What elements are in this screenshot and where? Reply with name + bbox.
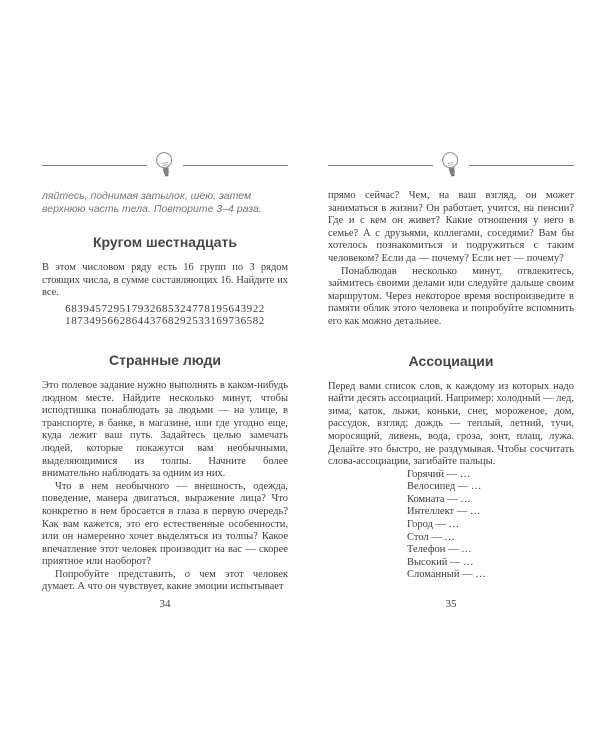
heading-strannye-lyudi: Странные люди: [108, 351, 221, 368]
association-word-item: Комната — …: [407, 493, 471, 505]
lightbulb-icon: [438, 148, 464, 182]
number-row: 187349566286443768292533169736582: [65, 315, 265, 328]
strange-people-paragraph: Что в нем необычного — внешность, одежда, поведение, манера двигаться, выражение лица? Что конкретно в нем бросается в глаза в первую очередь? Как вам кажется, это его естественные особенности, или он намеренно хочет выделяться из толпы? Какое впечатление этот человек производит на вас — скорее приятное или наоборот?: [42, 480, 288, 568]
observation-paragraph: Понаблюдав несколько минут, отвлекитесь, займитесь своими делами или следуйте дальше своим маршрутом. Через некоторое время воспроизведите в памяти облик этого человека и попробуйте вспомнить его как можно детальнее.: [328, 265, 574, 327]
ornament-rule-right: [183, 165, 288, 166]
observation-paragraph: прямо сейчас? Чем, на ваш взгляд, он может заниматься в жизни? Он работает, учится, на пенсии? Где и с кем он живет? Какие отношения у него в семье? А с друзьями, коллегами, соседями? Вам бы хотелось познакомиться и подружиться с таким человеком? Если да — почему? Если нет — почему?: [328, 190, 574, 264]
association-word-item: Интеллект — …: [407, 506, 481, 518]
section-ornament: [42, 148, 288, 182]
associations-intro-paragraph: Перед вами список слов, к каждому из которых надо найти десять ассоциаций. Например: холодный — лед, зима, каток, лыжи, коньки, снег, мороженое, дом, рассудок, взгляд; дождь — теплый, летний, тучи, моросящий, ливень, вода, гроза, зонт, плащ, лужа. Делайте это быстро, не раздумывая. Чтобы сосчитать слова-ассоциации, загибайте пальцы.: [328, 380, 574, 468]
strange-people-paragraph: Попробуйте представить, о чем этот человек думает. А что он чувствует, какие эмоции испытывает: [42, 568, 288, 593]
number-row: 683945729517932685324778195643922: [65, 302, 265, 315]
association-word-item: Телефон — …: [407, 544, 472, 556]
association-word-item: Высокий — …: [407, 556, 474, 568]
left-page: [42, 148, 288, 610]
page-number-left: 34: [159, 598, 171, 610]
ornament-rule-right: [469, 165, 574, 166]
page-number-right: 35: [445, 598, 457, 610]
association-word-item: Горячий — …: [407, 468, 471, 480]
exercise-continuation-text: ляйтесь, поднимая затылок, шею, затем верхнюю часть тела. Повторите 3–4 раза.: [42, 190, 262, 215]
association-word-item: Сломанный — …: [407, 569, 486, 581]
sixteen-task-paragraph: В этом числовом ряду есть 16 групп по 3 рядом стоящих числа, в сумме составляющих 16. Найдите их все.: [42, 262, 288, 299]
lightbulb-icon: [152, 148, 178, 182]
association-word-item: Стол — …: [407, 531, 455, 543]
association-word-item: Город — …: [407, 519, 460, 531]
association-word-list: [407, 469, 574, 582]
right-page: [328, 148, 574, 610]
association-word-item: Велосипед — …: [407, 481, 482, 493]
number-sequence: [42, 303, 288, 328]
strange-people-paragraph: Это полевое задание нужно выполнять в каком-нибудь людном месте. Найдите несколько минут, чтобы исподтишка понаблюдать за людьми — на улице, в транспорте, в банке, в магазине, или где угодно еще, куда лежит ваш путь. Задайтесь целью замечать людей, которые покажутся вам необычными, выделяющимися из толпы. Начните более внимательно наблюдать за одним из них.: [42, 379, 288, 480]
ornament-rule-left: [328, 165, 433, 166]
heading-assotsiatsii: Ассоциации: [408, 352, 494, 369]
heading-krugom-shestnadtsat: Кругом шестнадцать: [92, 234, 238, 250]
section-ornament: [328, 148, 574, 182]
ornament-rule-left: [42, 165, 147, 166]
